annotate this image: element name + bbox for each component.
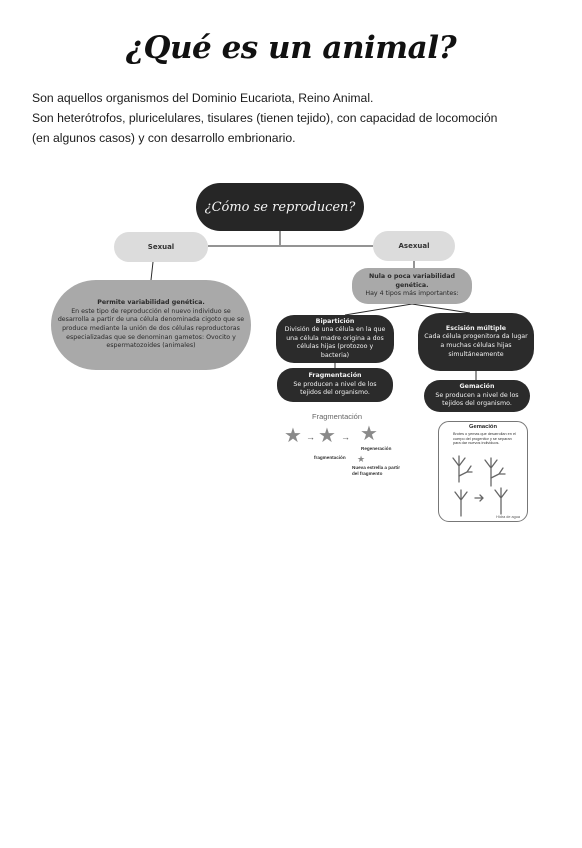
escision-node [418, 313, 534, 371]
starfish-icon: ★ [360, 423, 378, 445]
sexual-text: En este tipo de reproducción el nuevo individuo se desarrolla a partir de una célula denominada cigoto que se produce mediante la unión de dos células reproductoras especializadas que se denominan gametos: Ovocito y espermatozoides (animales) [57, 307, 245, 350]
starfish-icon: ★ [284, 425, 302, 447]
fragmentacion-node [277, 368, 393, 402]
gemacion-node [424, 380, 530, 412]
starfish-fragment-icon: ★ [357, 454, 366, 464]
biparticion-text: División de una célula en la que una célula madre origina a dos células hijas (protozoo y bacteria) [284, 326, 386, 359]
fragment-caption: Nueva estrella a partir del fragmento [352, 465, 401, 476]
fragmentacion-text: Se producen a nivel de los tejidos del organismo. [293, 380, 377, 397]
starfish-icon: ★ [318, 425, 336, 447]
fragmentation-caption: fragmentación [314, 455, 346, 460]
central-question-node: ¿Cómo se reproducen? [196, 183, 364, 231]
intro-line: Son aquellos organismos del Dominio Eucariota, Reino Animal. [32, 91, 374, 105]
gemation-figure [438, 421, 528, 522]
arrow-right-icon: → [341, 432, 350, 442]
hydra-illustration [439, 452, 527, 522]
asexual-node: Asexual [373, 231, 455, 261]
gemation-figure-footer: Hidra de agua [496, 515, 520, 519]
arrow-right-icon: → [306, 432, 315, 442]
gemation-figure-title: Gemación [468, 424, 498, 430]
variability-subtext: Hay 4 tipos más importantes: [365, 290, 459, 298]
intro-line: Son heterótrofos, pluricelulares, tisulares (tienen tejido), con capacidad de locomoción [32, 111, 498, 125]
variability-node [352, 268, 472, 304]
regeneration-caption: Regeneración [361, 446, 392, 451]
sexual-heading: Permite variabilidad genética. [97, 299, 205, 307]
biparticion-heading: Bipartición [315, 317, 355, 325]
fragmentacion-heading: Fragmentación [308, 372, 362, 380]
page-title: ¿Qué es un animal? [125, 30, 457, 66]
fragmentation-figure-title: Fragmentación [312, 412, 363, 421]
escision-text: Cada célula progenitora da lugar a muchas células hijas simultáneamente [424, 333, 528, 358]
gemacion-text: Se producen a nivel de los tejidos del organismo. [435, 391, 519, 408]
sexual-description-node [51, 280, 251, 370]
gemacion-heading: Gemación [459, 383, 495, 391]
gemation-figure-text: Brotes o yemas que desarrollan en el cuerpo del progenitor y se separan para dar nuevos individuos. [453, 432, 516, 446]
biparticion-node [276, 315, 394, 363]
escision-heading: Escisión múltiple [445, 324, 507, 332]
intro-line: (en algunos casos) y con desarrollo embrionario. [32, 131, 296, 145]
variability-heading: Nula o poca variabilidad genética. [369, 273, 455, 289]
sexual-node: Sexual [114, 232, 208, 262]
